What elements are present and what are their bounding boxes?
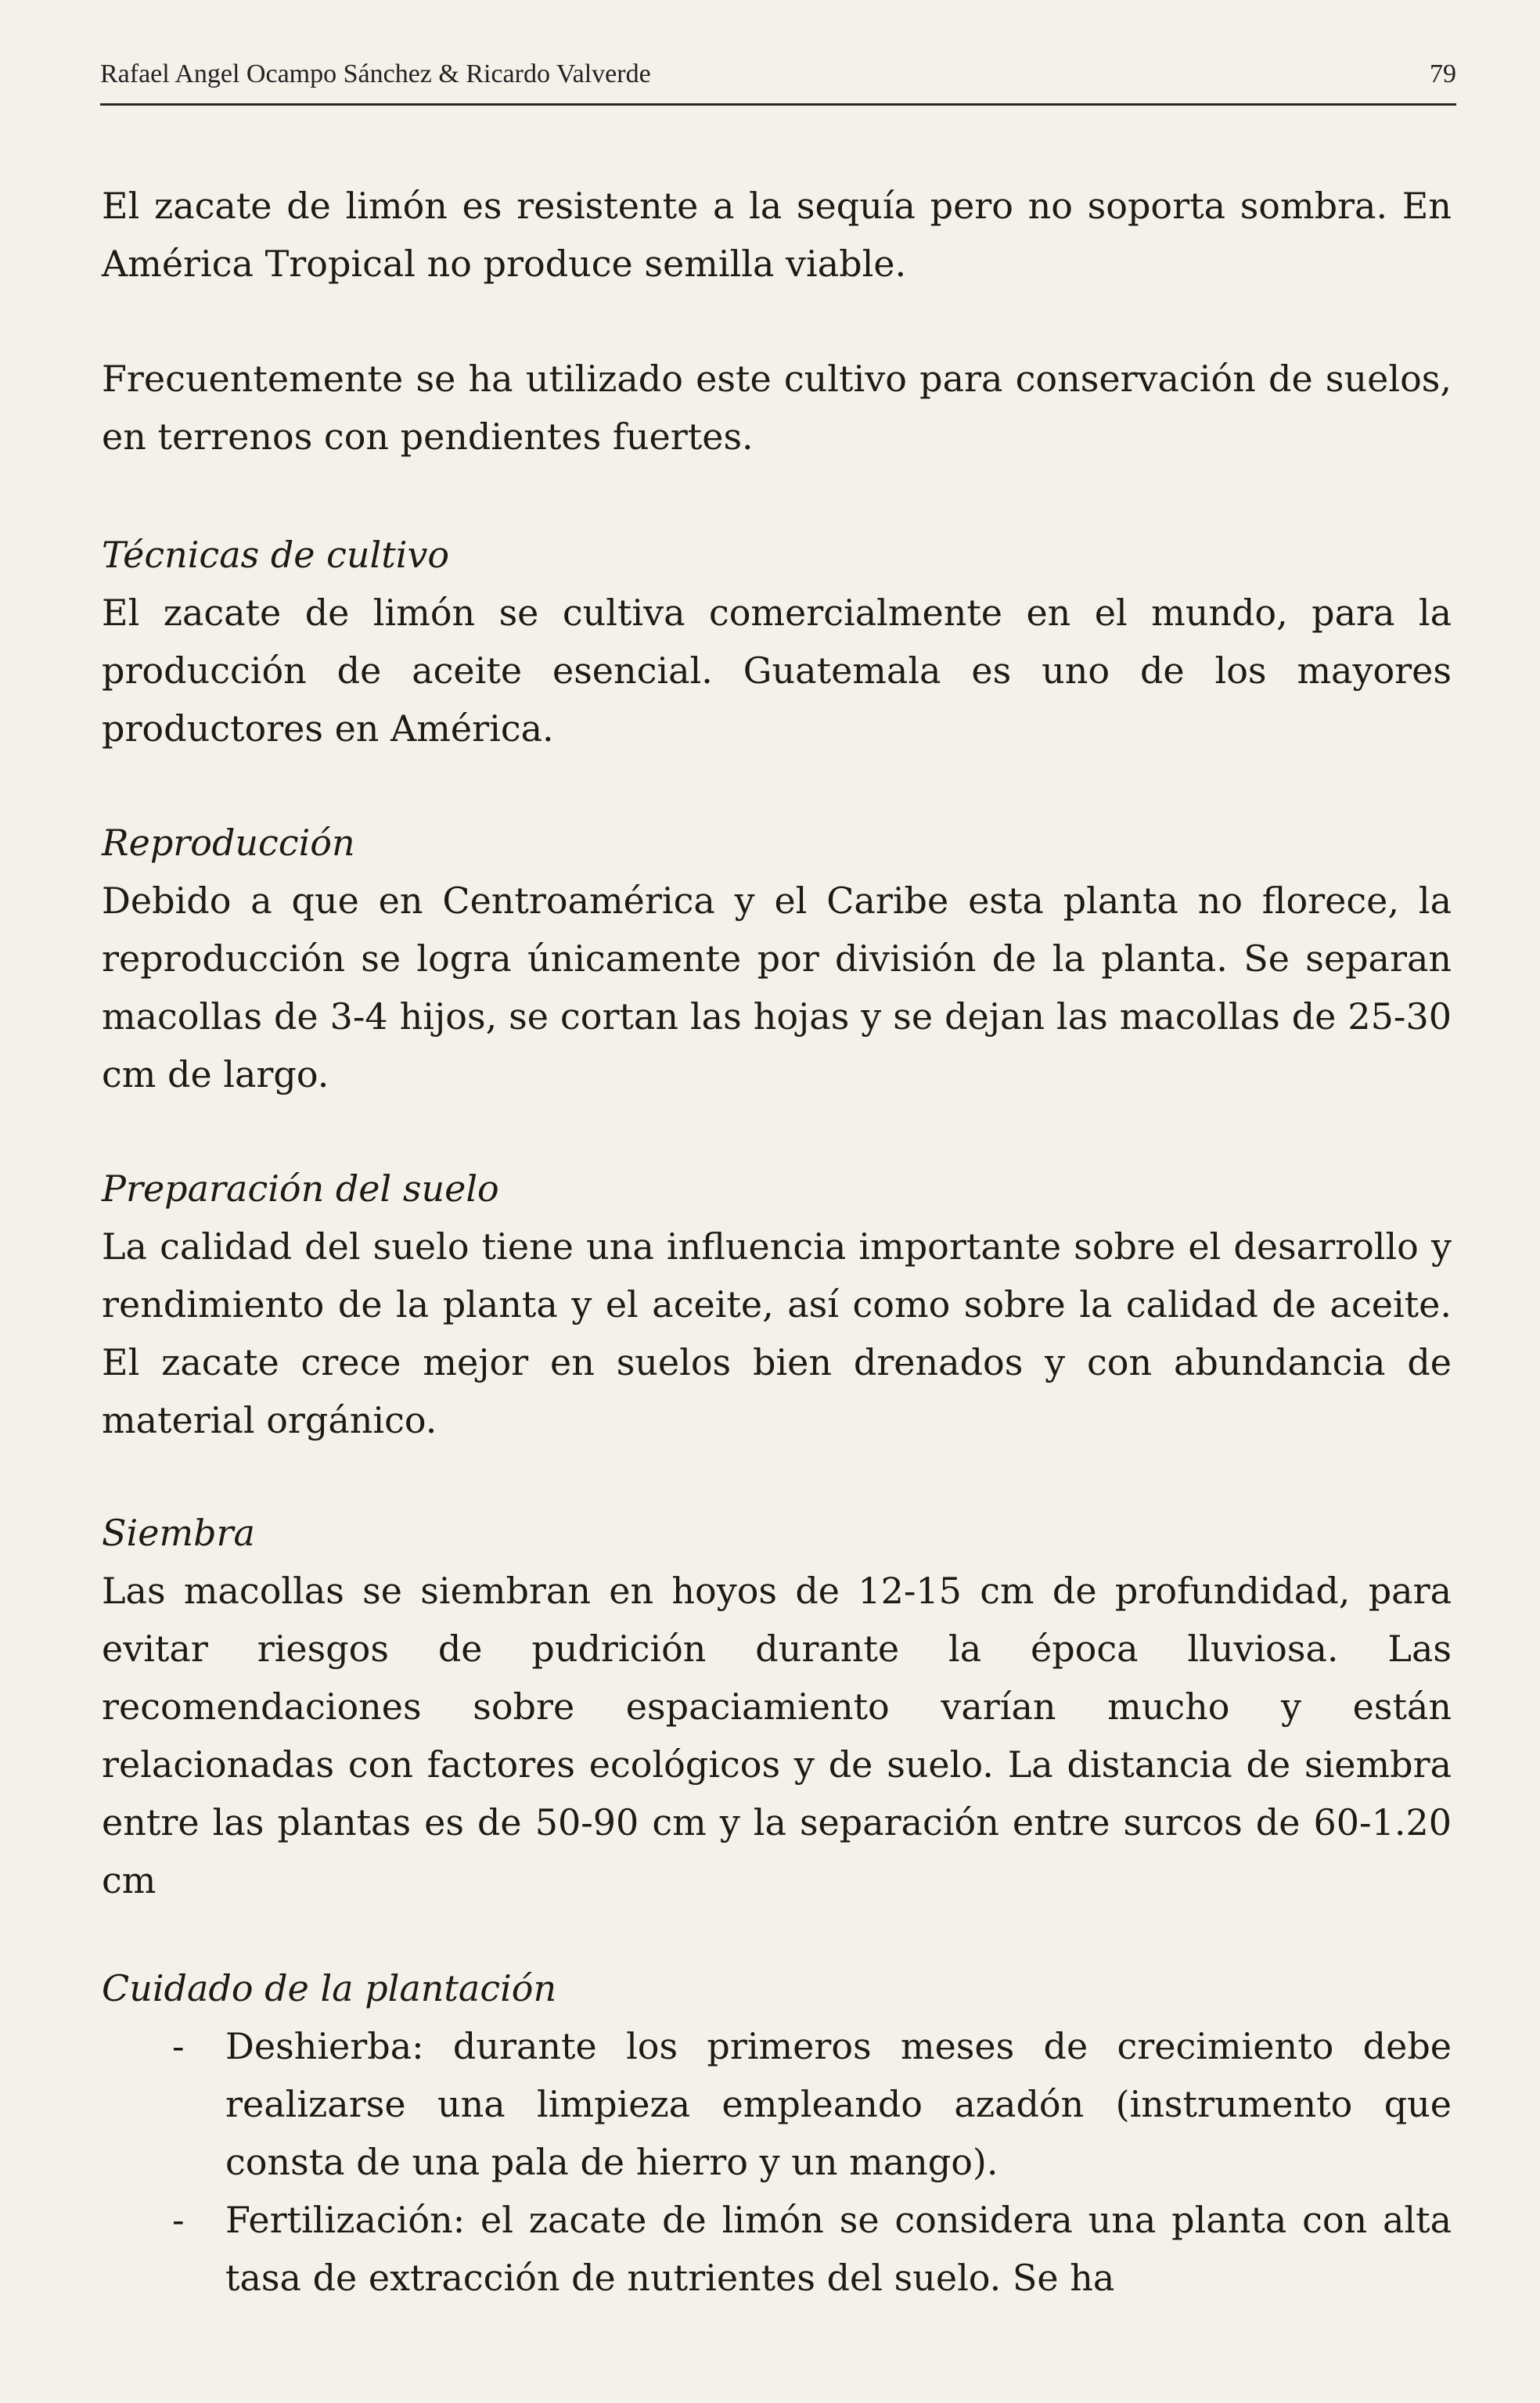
bullet-marker: -	[172, 2199, 185, 2241]
running-header	[100, 59, 1456, 103]
paragraph-text: El zacate de limón se cultiva comercialmente en el mundo, para la producción de aceite esencial. Guatemala es uno de los mayores productores en América.	[102, 592, 1452, 750]
header-rule	[100, 103, 1456, 106]
paragraph-text: La calidad del suelo tiene una influencia importante sobre el desarrollo y rendimiento de la planta y el aceite, así como sobre la calidad de aceite. El zacate crece mejor en suelos bien drenados y con abundancia de material orgánico.	[102, 1225, 1452, 1441]
paragraph-siembra	[102, 1562, 1452, 1909]
list-item	[102, 2191, 1452, 2307]
heading-siembra: Siembra	[102, 1512, 255, 1554]
bullet-text: Deshierba: durante los primeros meses de crecimiento debe realizarse una limpieza empleando azadón (instrumento que consta de una pala de hierro y un mango).	[225, 2025, 1452, 2183]
heading-preparacion-del-suelo: Preparación del suelo	[102, 1167, 499, 1210]
page-number: 79	[1430, 59, 1456, 88]
heading-cuidado-de-la-plantacion: Cuidado de la plantación	[102, 1967, 557, 2009]
bullet-text: Fertilización: el zacate de limón se considera una planta con alta tasa de extracción de nutrientes del suelo. Se ha	[225, 2199, 1452, 2299]
paragraph-text: Frecuentemente se ha utilizado este cultivo para conservación de suelos, en terrenos con pendientes fuertes.	[102, 358, 1452, 458]
paragraph-resistencia	[102, 177, 1452, 293]
paragraph-tecnicas	[102, 584, 1452, 757]
header-authors: Rafael Angel Ocampo Sánchez & Ricardo Valverde	[100, 59, 651, 88]
paragraph-preparacion	[102, 1218, 1452, 1449]
heading-tecnicas-de-cultivo: Técnicas de cultivo	[102, 534, 450, 576]
list-item	[102, 2017, 1452, 2191]
paragraph-reproduccion	[102, 872, 1452, 1103]
bullet-marker: -	[172, 2025, 185, 2067]
paragraph-text: Debido a que en Centroamérica y el Caribe esta planta no florece, la reproducción se logra únicamente por división de la planta. Se separan macollas de 3-4 hijos, se cortan las hojas y se dejan las macollas de 25-30 cm de largo.	[102, 880, 1452, 1095]
paragraph-text: Las macollas se siembran en hoyos de 12-15 cm de profundidad, para evitar riesgos de pudrición durante la época lluviosa. Las recomendaciones sobre espaciamiento varían mucho y están relacionadas con factores ecológicos y de suelo. La distancia de siembra entre las plantas es de 50-90 cm y la separación entre surcos de 60-1.20 cm	[102, 1570, 1452, 1901]
heading-reproduccion: Reproducción	[102, 822, 355, 864]
paragraph-conservacion	[102, 350, 1452, 466]
paragraph-text: El zacate de limón es resistente a la sequía pero no soporta sombra. En América Tropical no produce semilla viable.	[102, 185, 1452, 285]
care-bullet-list	[102, 2017, 1452, 2307]
